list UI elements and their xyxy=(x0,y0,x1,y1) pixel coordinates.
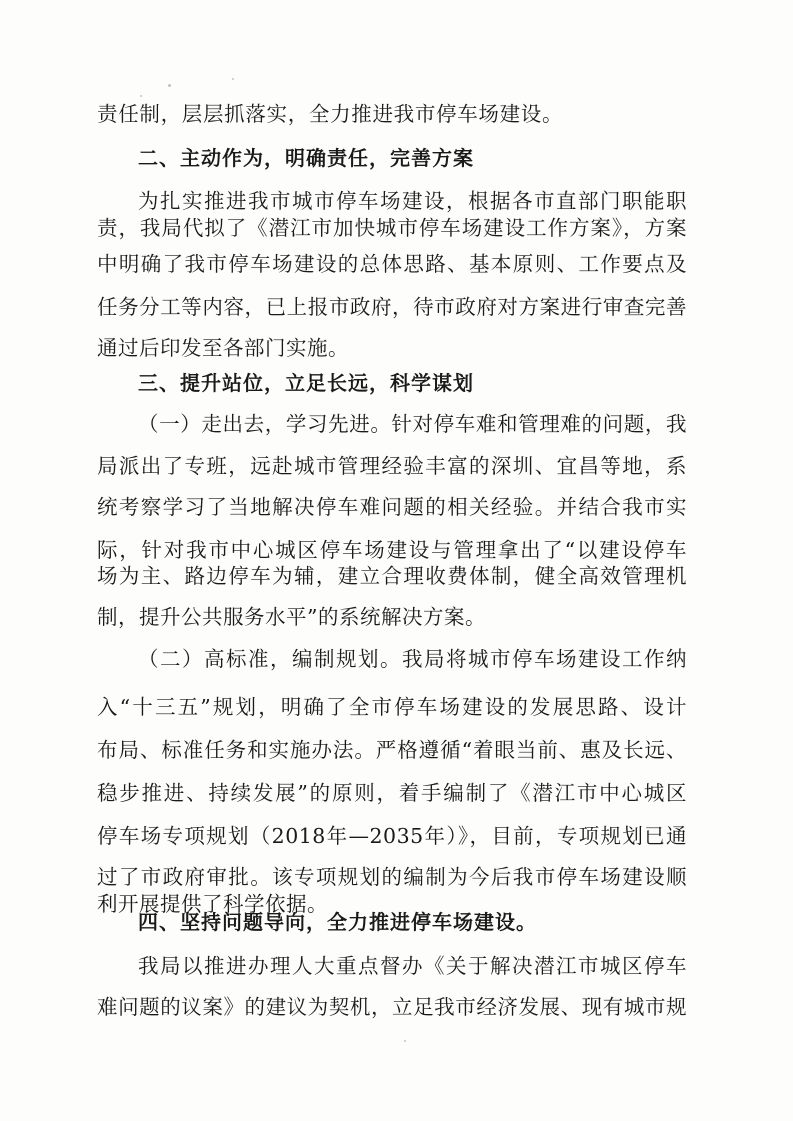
paragraph-line: 责任制，层层抓落实，全力推进我市停车场建设。 xyxy=(97,102,563,126)
paragraph-line: 利开展提供了科学依据。 xyxy=(97,892,328,916)
paragraph-line: 中明确了我市停车场建设的总体思路、基本原则、工作要点及 xyxy=(97,252,687,276)
scan-speck xyxy=(140,95,142,97)
paragraph-line: 布局、标准任务和实施办法。严格遵循“着眼当前、惠及长远、 xyxy=(97,738,687,762)
paragraph-line: 稳步推进、持续发展”的原则，着手编制了《潜江市中心城区 xyxy=(97,781,687,805)
paragraph-line: （一）走出去，学习先进。针对停车难和管理难的问题，我 xyxy=(138,412,687,436)
paragraph-line: 统考察学习了当地解决停车难问题的相关经验。并结合我市实 xyxy=(97,495,687,519)
scan-speck xyxy=(232,78,234,80)
paragraph-line: 入“十三五”规划，明确了全市停车场建设的发展思路、设计 xyxy=(97,695,687,719)
section-heading: 二、主动作为，明确责任，完善方案 xyxy=(138,146,474,170)
paragraph-line: 通过后印发至各部门实施。 xyxy=(97,336,349,360)
paragraph-line: 责，我局代拟了《潜江市加快城市停车场建设工作方案》，方案 xyxy=(97,216,687,240)
paragraph-line: 局派出了专班，远赴城市管理经验丰富的深圳、宜昌等地，系 xyxy=(97,454,687,478)
scan-speck xyxy=(168,84,171,87)
paragraph-line: 为扎实推进我市城市停车场建设，根据各市直部门职能职 xyxy=(138,189,687,213)
paragraph-line: 停车场专项规划（2018年—2035年）》，目前，专项规划已通 xyxy=(97,824,687,848)
paragraph-line: 制，提升公共服务水平”的系统解决方案。 xyxy=(97,605,486,629)
paragraph-line: 我局以推进办理人大重点督办《关于解决潜江市城区停车 xyxy=(138,954,687,978)
scan-speck xyxy=(404,1040,406,1042)
paragraph-line: 难问题的议案》的建议为契机，立足我市经济发展、现有城市规 xyxy=(97,995,687,1019)
paragraph-line: 际，针对我市中心城区停车场建设与管理拿出了“以建设停车 xyxy=(97,538,687,562)
paragraph-line: 场为主、路边停车为辅，建立合理收费体制，健全高效管理机 xyxy=(97,564,687,588)
section-heading: 四、坚持问题导向，全力推进停车场建设。 xyxy=(138,910,537,934)
section-heading: 三、提升站位，立足长远，科学谋划 xyxy=(138,371,474,395)
paragraph-line: 任务分工等内容，已上报市政府，待市政府对方案进行审查完善 xyxy=(97,295,687,319)
paragraph-line: （二）高标准，编制规划。我局将城市停车场建设工作纳 xyxy=(138,647,687,671)
paragraph-line: 过了市政府审批。该专项规划的编制为今后我市停车场建设顺 xyxy=(97,865,687,889)
